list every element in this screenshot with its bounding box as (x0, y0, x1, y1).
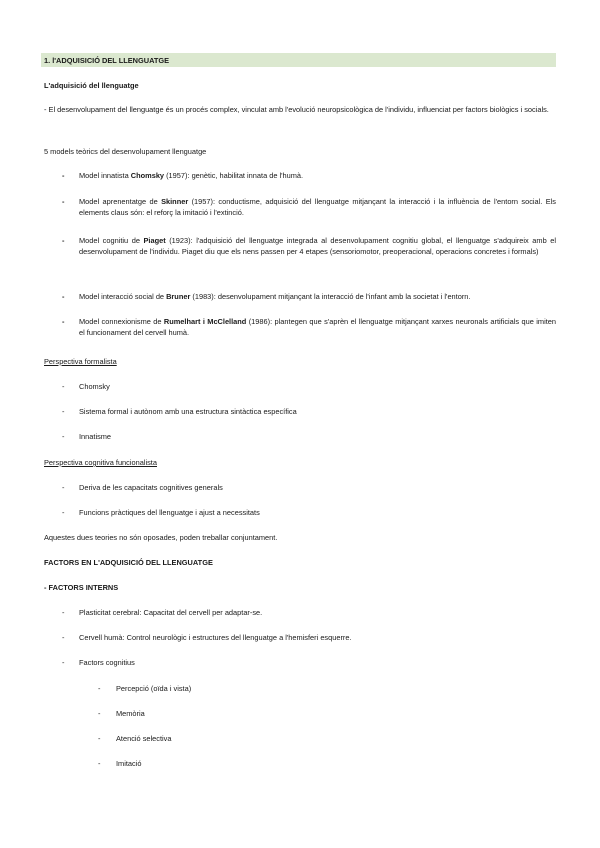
item-text: Model connexionisme de (79, 317, 164, 326)
list-bullet: - (62, 171, 65, 180)
item-text: Model interacció social de (79, 292, 167, 301)
item-name: Skinner (161, 197, 189, 206)
list-item: Chomsky (79, 382, 110, 391)
list-item: Factors cognitius (79, 658, 135, 667)
sublist-item: Percepció (oïda i vista) (116, 684, 192, 693)
list-bullet: - (62, 317, 65, 326)
item-text: (1957): genètic, habilitat innata de l'humà. (164, 171, 304, 180)
list-item: Sistema formal i autònom amb una estructura sintàctica específica (79, 407, 297, 416)
sublist-item: Atenció selectiva (116, 734, 172, 743)
item-name: Bruner (166, 292, 191, 301)
list-bullet: - (62, 608, 65, 617)
item-name: Piaget (143, 236, 166, 245)
item-text: Model innatista (79, 171, 131, 180)
sublist-item: Imitació (116, 759, 142, 768)
list-bullet: - (62, 197, 65, 206)
list-bullet: - (62, 633, 65, 642)
list-item: Plasticitat cerebral: Capacitat del cervell per adaptar-se. (79, 608, 263, 617)
item-text: Model aprenentatge de (79, 197, 162, 206)
sublist-bullet: - (98, 709, 101, 718)
list-item: Innatisme (79, 432, 112, 441)
list-bullet: - (62, 508, 65, 517)
internal-factors-heading: - FACTORS INTERNS (44, 583, 119, 592)
item-text: (1983): desenvolupament mitjançant la interacció de l'infant amb la societat i l'entorn. (190, 292, 471, 301)
cognitive-title: Perspectiva cognitiva funcionalista (44, 458, 157, 467)
list-item (79, 291, 470, 302)
sublist-item: Memòria (116, 709, 145, 718)
list-item (79, 235, 556, 257)
conclusion-paragraph: Aquestes dues teories no són oposades, poden treballar conjuntament. (44, 533, 278, 542)
factors-heading: FACTORS EN L'ADQUISICIÓ DEL LLENGUATGE (44, 558, 213, 567)
list-bullet: - (62, 382, 65, 391)
subheading: L'adquisició del llenguatge (44, 81, 139, 90)
list-item (79, 196, 556, 218)
list-item (79, 170, 303, 181)
list-bullet: - (62, 236, 65, 245)
formalist-title: Perspectiva formalista (44, 357, 117, 366)
sublist-bullet: - (98, 759, 101, 768)
list-item (79, 316, 556, 338)
models-title: 5 models teòrics del desenvolupament llenguatge (44, 147, 207, 156)
list-bullet: - (62, 432, 65, 441)
item-name: Rumelhart i McClelland (163, 317, 247, 326)
list-item: Cervell humà: Control neurològic i estructures del llenguatge a l'hemisferi esquerre. (79, 633, 352, 642)
section-heading: 1. l'ADQUISICIÓ DEL LLENGUATGE (44, 56, 170, 65)
item-text: (1957): conductisme, adquisició del llenguatge mitjançant la interacció i la influència de l'entorn social. Els elements claus són: el reforç la imitació i l'extinció. (79, 197, 557, 217)
item-text: (1986): plantegen que s'aprèn el llenguatge mitjançant xarxes neuronals artificials que imiten el funcionament del cervell humà. (79, 317, 556, 337)
item-text: Model cognitiu de (79, 236, 144, 245)
intro-paragraph: - El desenvolupament del llenguatge és un procés complex, vinculat amb l'evolució neuropsicològica de l'individu, influenciat per factors biològics i socials. (44, 105, 549, 114)
list-bullet: - (62, 407, 65, 416)
item-name: Chomsky (130, 171, 165, 180)
list-bullet: - (62, 483, 65, 492)
sublist-bullet: - (98, 734, 101, 743)
item-text: (1923): l'adquisició del llenguatge integrada al desenvolupament cognitiu global, el llenguatge s'adquireix amb el desenvolupament de l'individu. Piaget diu que els nens passen per 4 etapes (sensoriomotor, preoperacional, operacions concretes i formals) (79, 236, 556, 256)
list-item: Deriva de les capacitats cognitives generals (79, 483, 223, 492)
list-bullet: - (62, 658, 65, 667)
sublist-bullet: - (98, 684, 101, 693)
list-item: Funcions pràctiques del llenguatge i ajust a necessitats (79, 508, 260, 517)
list-bullet: - (62, 292, 65, 301)
